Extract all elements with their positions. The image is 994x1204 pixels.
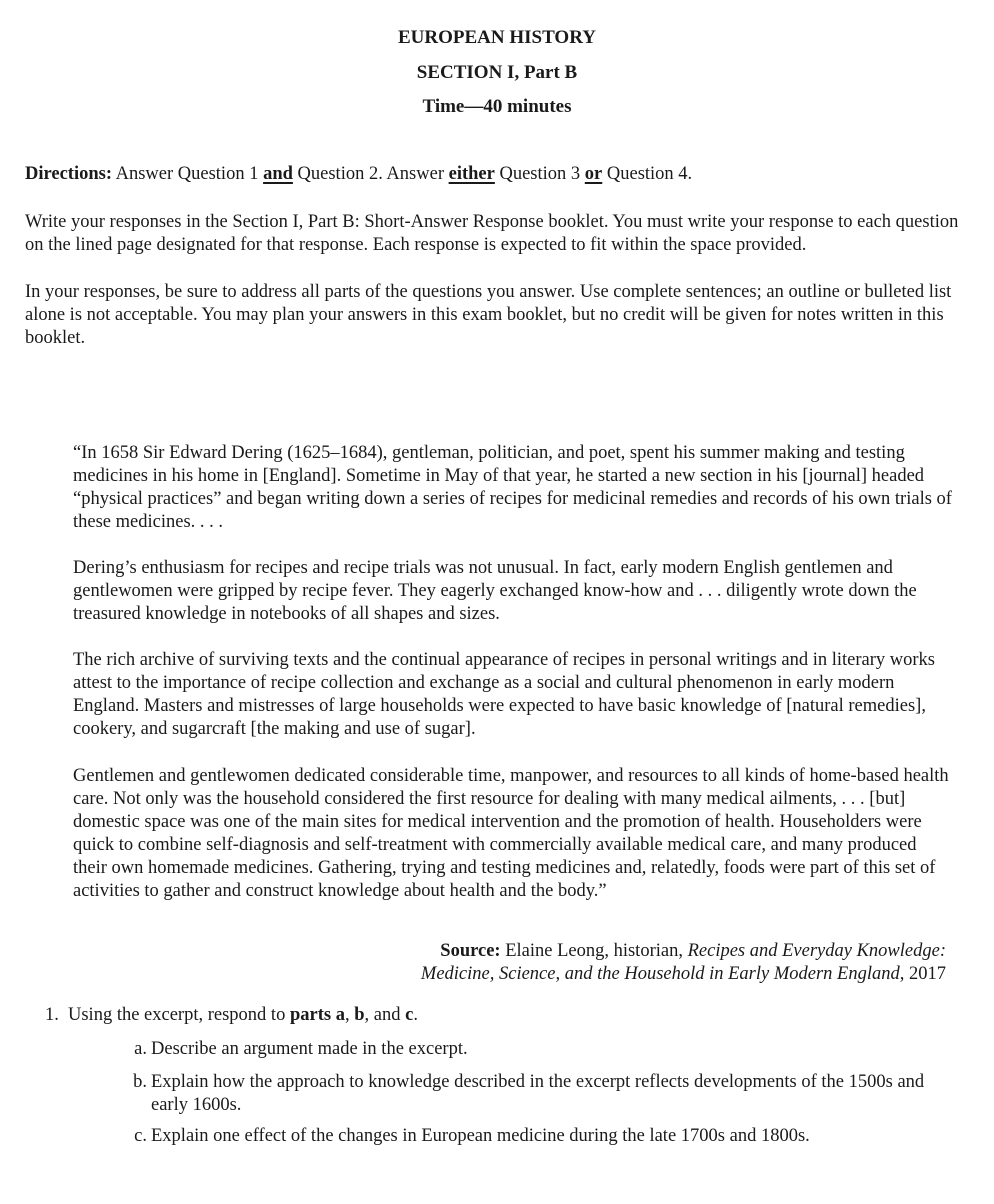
directions-text-3: Question 3 (499, 164, 581, 184)
question-number: 1. (45, 1005, 59, 1025)
directions (25, 163, 965, 186)
subpart-b-label: b. (133, 1072, 147, 1092)
either-emphasis: either (448, 164, 495, 184)
excerpt-paragraph-4: Gentlemen and gentlewomen dedicated considerable time, manpower, and resources to all kinds of home-based health care. Not only was the household considered the first resource for dealing with many medical ailments, . . . [but] domestic space was one of the main sites for medical intervention and the promotion of health. Householders were quick to combine self-diagnosis and self-treatment with commercially available medical care, and many produced their own homemade medicines. Gathering, trying and testing medicines and, relatedly, foods were part of this set of activities to gather and construct knowledge about health and the body.” (73, 766, 949, 901)
or-emphasis: or (584, 164, 603, 184)
directions-text-2: Question 2. Answer (297, 164, 444, 184)
subpart-c-text: Explain one effect of the changes in European medicine during the late 1700s and 1800s. (151, 1126, 810, 1146)
excerpt-paragraph-1: “In 1658 Sir Edward Dering (1625–1684), gentleman, politician, and poet, spent his summer making and testing medicines in his home in [England]. Sometime in May of that year, he started a new section in his [journal] headed “physical practices” and began writing down a series of recipes for medicinal remedies and records of his own trials of these medicines. . . . (73, 443, 952, 532)
source-author: Elaine Leong, historian, (505, 941, 683, 961)
source-citation (246, 940, 946, 986)
period: . (413, 1005, 418, 1025)
and-emphasis: and (263, 164, 293, 184)
time-limit: Time—40 minutes (422, 96, 572, 117)
subpart-a-text: Describe an argument made in the excerpt. (151, 1039, 468, 1059)
comma: , (344, 1005, 350, 1025)
parts-a: parts a (289, 1005, 345, 1025)
section-title: SECTION I, Part B (416, 62, 578, 83)
part-b: b (354, 1005, 365, 1025)
directions-text-1: Answer Question 1 (115, 164, 259, 184)
instruction-paragraph-2: In your responses, be sure to address all parts of the questions you answer. Use complete sentences; an outline or bulleted list alone is not acceptable. You may plan your answers in this exam booklet, but no credit will be given for notes written in this booklet. (25, 282, 952, 348)
subpart-b-text: Explain how the approach to knowledge described in the excerpt reflects developments of the 1500s and early 1600s. (151, 1072, 925, 1115)
source-title-2: Medicine, Science, and the Household in Early Modern England (420, 964, 900, 984)
and-text: , and (364, 1005, 401, 1025)
question-prompt (68, 1004, 948, 1027)
source-label: Source: (440, 941, 501, 961)
question-text: Using the excerpt, respond to (68, 1005, 286, 1025)
exam-subject: EUROPEAN HISTORY (398, 27, 596, 48)
excerpt-paragraph-3: The rich archive of surviving texts and the continual appearance of recipes in personal writings and in literary works attest to the importance of recipe collection and exchange as a social and cultural phenomenon in early modern England. Masters and mistresses of large households were expected to have basic knowledge of [natural remedies], cookery, and sugarcraft [the making and use of sugar]. (73, 650, 936, 739)
directions-text-4: Question 4. (606, 164, 693, 184)
source-title-1: Recipes and Everyday Knowledge: (687, 941, 946, 961)
subpart-c-label: c. (134, 1126, 147, 1146)
source-year: , 2017 (899, 964, 946, 984)
directions-label: Directions: (25, 164, 112, 184)
part-c: c (405, 1005, 414, 1025)
excerpt-paragraph-2: Dering’s enthusiasm for recipes and recipe trials was not unusual. In fact, early modern English gentlemen and gentlewomen were gripped by recipe fever. They eagerly exchanged know-how and . . . diligently wrote down the treasured knowledge in notebooks of all shapes and sizes. (73, 558, 917, 624)
instruction-paragraph-1: Write your responses in the Section I, Part B: Short-Answer Response booklet. You must write your response to each question on the lined page designated for that response. Each response is expected to fit within the space provided. (25, 212, 959, 255)
subpart-a-label: a. (134, 1039, 147, 1059)
